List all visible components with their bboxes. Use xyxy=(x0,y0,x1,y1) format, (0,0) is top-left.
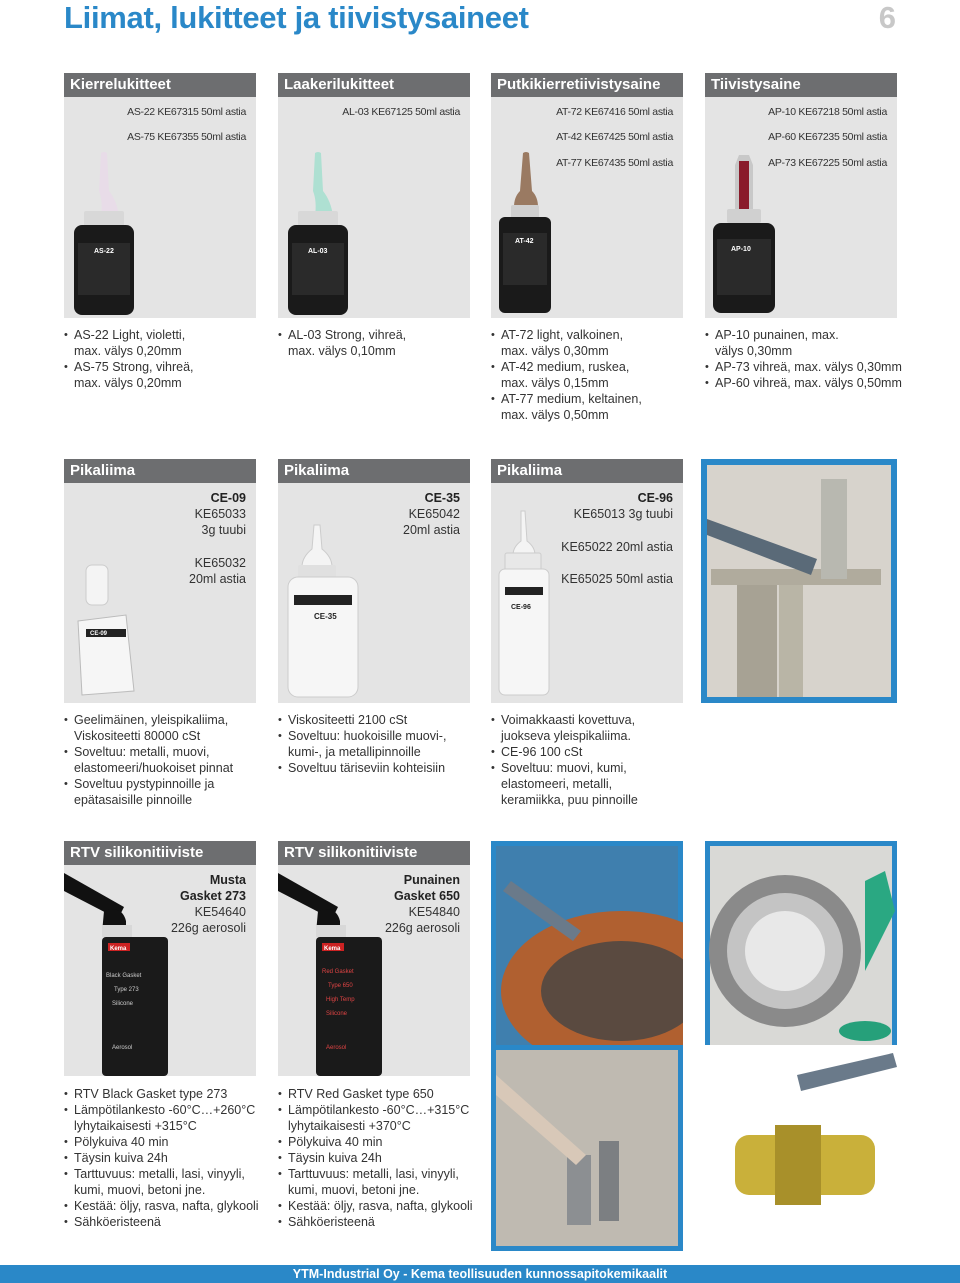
spec-line: KE65042 xyxy=(408,507,460,521)
aerosol-can-image xyxy=(64,865,256,1076)
panel-pikaliima-ce96 xyxy=(491,459,683,703)
spec-line: KE65025 50ml astia xyxy=(561,572,673,586)
photo-bearing xyxy=(705,841,897,1077)
list-item: • Soveltuu: muovi, kumi, elastomeeri, metalli, keramiikka, puu pinnoille xyxy=(491,760,701,808)
page-number: 6 xyxy=(878,0,896,35)
list-item: • Kestää: öljy, rasva, nafta, glykooli xyxy=(64,1198,278,1214)
bottle-label: AS-22 xyxy=(94,248,114,255)
can-text: Silicone xyxy=(326,1011,348,1017)
can-brand: Kema xyxy=(110,946,127,952)
spec-line: KE65022 20ml astia xyxy=(561,540,673,554)
bullet-list xyxy=(491,327,691,423)
photo-glue-application xyxy=(701,459,897,703)
panel-pikaliima-ce35 xyxy=(278,459,470,703)
bullet-list xyxy=(64,1086,278,1230)
photo-illustration xyxy=(705,841,897,1077)
list-item: • Pölykuiva 40 min xyxy=(278,1134,492,1150)
spec-line: 226g aerosoli xyxy=(170,921,246,935)
bottle-label: CE-35 xyxy=(314,612,337,621)
product-name: CE-09 xyxy=(210,491,246,505)
aerosol-can-image xyxy=(278,865,470,1076)
panel-header: Pikaliima xyxy=(64,459,256,483)
list-item: • AT-42 medium, ruskea, max. välys 0,15mm xyxy=(491,359,691,391)
spec-line: AT-72 KE67416 50ml astia xyxy=(556,106,673,118)
can-text: High Temp xyxy=(326,997,355,1003)
spec-line: AP-10 KE67218 50ml astia xyxy=(768,106,887,118)
list-item: • Geelimäinen, yleispikaliima, Viskositeetti 80000 cSt xyxy=(64,712,274,744)
tube-image xyxy=(64,555,256,703)
product-name: Gasket 650 xyxy=(393,889,460,903)
bullet-list xyxy=(278,327,478,359)
bottle-label: AT-42 xyxy=(515,238,534,245)
can-text: Aerosol xyxy=(326,1045,347,1051)
spec-line: AP-73 KE67225 50ml astia xyxy=(768,157,887,169)
panel-header: Kierrelukitteet xyxy=(64,73,256,97)
spec-line: 20ml astia xyxy=(189,572,246,586)
list-item: • AT-72 light, valkoinen, max. välys 0,30mm xyxy=(491,327,691,359)
panel-kierrelukitteet xyxy=(64,73,256,318)
panel-rtv-punainen xyxy=(278,841,470,1076)
panel-putkikierretiivistysaine xyxy=(491,73,683,318)
can-brand: Kema xyxy=(324,946,341,952)
product-name: Musta xyxy=(209,873,246,887)
panel-header: RTV silikonitiiviste xyxy=(278,841,470,865)
list-item: • Kestää: öljy, rasva, nafta, glykooli xyxy=(278,1198,492,1214)
list-item: • Soveltuu: huokoisille muovi-, kumi-, ja metallipinnoille xyxy=(278,728,488,760)
spec-line: KE65032 xyxy=(194,556,246,570)
list-item: • CE-96 100 cSt xyxy=(491,744,701,760)
spec-line: 3g tuubi xyxy=(201,523,246,537)
tube-label: CE-09 xyxy=(90,631,108,637)
list-item: • Viskositeetti 2100 cSt xyxy=(278,712,488,728)
list-item: • AS-22 Light, violetti, max. välys 0,20mm xyxy=(64,327,264,359)
list-item: • Tarttuvuus: metalli, lasi, vinyyli, kumi, muovi, betoni jne. xyxy=(278,1166,492,1198)
spec-line: KE65013 3g tuubi xyxy=(573,507,673,521)
product-name: Punainen xyxy=(403,873,460,887)
panel-header: Pikaliima xyxy=(278,459,470,483)
spec-line: AP-60 KE67235 50ml astia xyxy=(768,131,887,143)
spec-line: KE54840 xyxy=(408,905,460,919)
bottle-image xyxy=(491,151,683,318)
bullet-list xyxy=(278,712,488,776)
panel-header: Laakerilukitteet xyxy=(278,73,470,97)
bottle-label: CE-96 xyxy=(511,604,531,611)
spec-line: KE54640 xyxy=(194,905,246,919)
bottle-image xyxy=(491,507,683,703)
list-item: • Lämpötilankesto -60°C…+315°C lyhytaikaisesti +370°C xyxy=(278,1102,492,1134)
panel-header: Tiivistysaine xyxy=(705,73,897,97)
can-text: Red Gasket xyxy=(322,969,354,975)
list-item: • AS-75 Strong, vihreä, max. välys 0,20mm xyxy=(64,359,264,391)
list-item: • Soveltuu: metalli, muovi, elastomeeri/huokoiset pinnat xyxy=(64,744,274,776)
spec-line: KE65033 xyxy=(194,507,246,521)
photo-bolts xyxy=(491,1045,683,1251)
spec-line: 226g aerosoli xyxy=(384,921,460,935)
photo-illustration xyxy=(701,459,897,703)
can-text: Black Gasket xyxy=(106,973,142,979)
can-text: Type 650 xyxy=(328,983,353,989)
list-item: • Voimakkaasti kovettuva, juokseva yleispikaliima. xyxy=(491,712,701,744)
spec-line: AT-42 KE67425 50ml astia xyxy=(556,131,673,143)
panel-header: Pikaliima xyxy=(491,459,683,483)
list-item: • RTV Red Gasket type 650 xyxy=(278,1086,492,1102)
spec-line: AS-22 KE67315 50ml astia xyxy=(127,106,246,118)
panel-header: RTV silikonitiiviste xyxy=(64,841,256,865)
list-item: • Sähköeristeenä xyxy=(278,1214,492,1230)
bullet-list xyxy=(64,327,264,391)
list-item: • Tarttuvuus: metalli, lasi, vinyyli, kumi, muovi, betoni jne. xyxy=(64,1166,278,1198)
list-item: • Pölykuiva 40 min xyxy=(64,1134,278,1150)
list-item: • Täysin kuiva 24h xyxy=(278,1150,492,1166)
can-text: Silicone xyxy=(112,1001,134,1007)
can-text: Type 273 xyxy=(114,987,139,993)
bullet-list xyxy=(64,712,274,808)
list-item: • AP-60 vihreä, max. välys 0,50mm xyxy=(705,375,905,391)
photo-illustration xyxy=(705,1045,897,1251)
panel-tiivistysaine xyxy=(705,73,897,318)
photo-illustration xyxy=(491,1045,683,1251)
list-item: • AT-77 medium, keltainen, max. välys 0,50mm xyxy=(491,391,691,423)
list-item: • Täysin kuiva 24h xyxy=(64,1150,278,1166)
product-name: CE-96 xyxy=(637,491,673,505)
spec-line: AL-03 KE67125 50ml astia xyxy=(342,106,460,118)
page-title: Liimat, lukitteet ja tiivistysaineet xyxy=(64,0,529,35)
bottle-label: AL-03 xyxy=(308,248,328,255)
spec-line: AS-75 KE67355 50ml astia xyxy=(127,131,246,143)
list-item: • AP-73 vihreä, max. välys 0,30mm xyxy=(705,359,905,375)
list-item: • Sähköeristeenä xyxy=(64,1214,278,1230)
panel-laakerilukitteet xyxy=(278,73,470,318)
panel-rtv-musta xyxy=(64,841,256,1076)
bottle-label: AP-10 xyxy=(731,246,751,253)
photo-fitting xyxy=(705,1045,897,1251)
bottle-image xyxy=(278,151,470,318)
list-item: • AP-10 punainen, max. välys 0,30mm xyxy=(705,327,905,359)
list-item: • Soveltuu täriseviin kohteisiin xyxy=(278,760,488,776)
product-name: CE-35 xyxy=(424,491,460,505)
photo-gasket-flange xyxy=(491,841,683,1077)
photo-illustration xyxy=(491,841,683,1077)
bottle-image xyxy=(64,151,256,318)
bottle-image xyxy=(278,519,470,703)
list-item: • RTV Black Gasket type 273 xyxy=(64,1086,278,1102)
list-item: • AL-03 Strong, vihreä, max. välys 0,10mm xyxy=(278,327,478,359)
bullet-list xyxy=(705,327,905,391)
spec-line: 20ml astia xyxy=(403,523,460,537)
spec-line: AT-77 KE67435 50ml astia xyxy=(556,157,673,169)
panel-pikaliima-ce09 xyxy=(64,459,256,703)
list-item: • Soveltuu pystypinnoille ja epätasaisille pinnoille xyxy=(64,776,274,808)
bullet-list xyxy=(491,712,701,808)
can-text: Aerosol xyxy=(112,1045,133,1051)
product-name: Gasket 273 xyxy=(179,889,246,903)
footer-bar: YTM-Industrial Oy - Kema teollisuuden kunnossapitokemikaalit xyxy=(0,1265,960,1283)
bottle-image xyxy=(705,151,897,318)
bullet-list xyxy=(278,1086,492,1230)
list-item: • Lämpötilankesto -60°C…+260°C lyhytaikaisesti +315°C xyxy=(64,1102,278,1134)
panel-header: Putkikierretiivistysaine xyxy=(491,73,683,97)
